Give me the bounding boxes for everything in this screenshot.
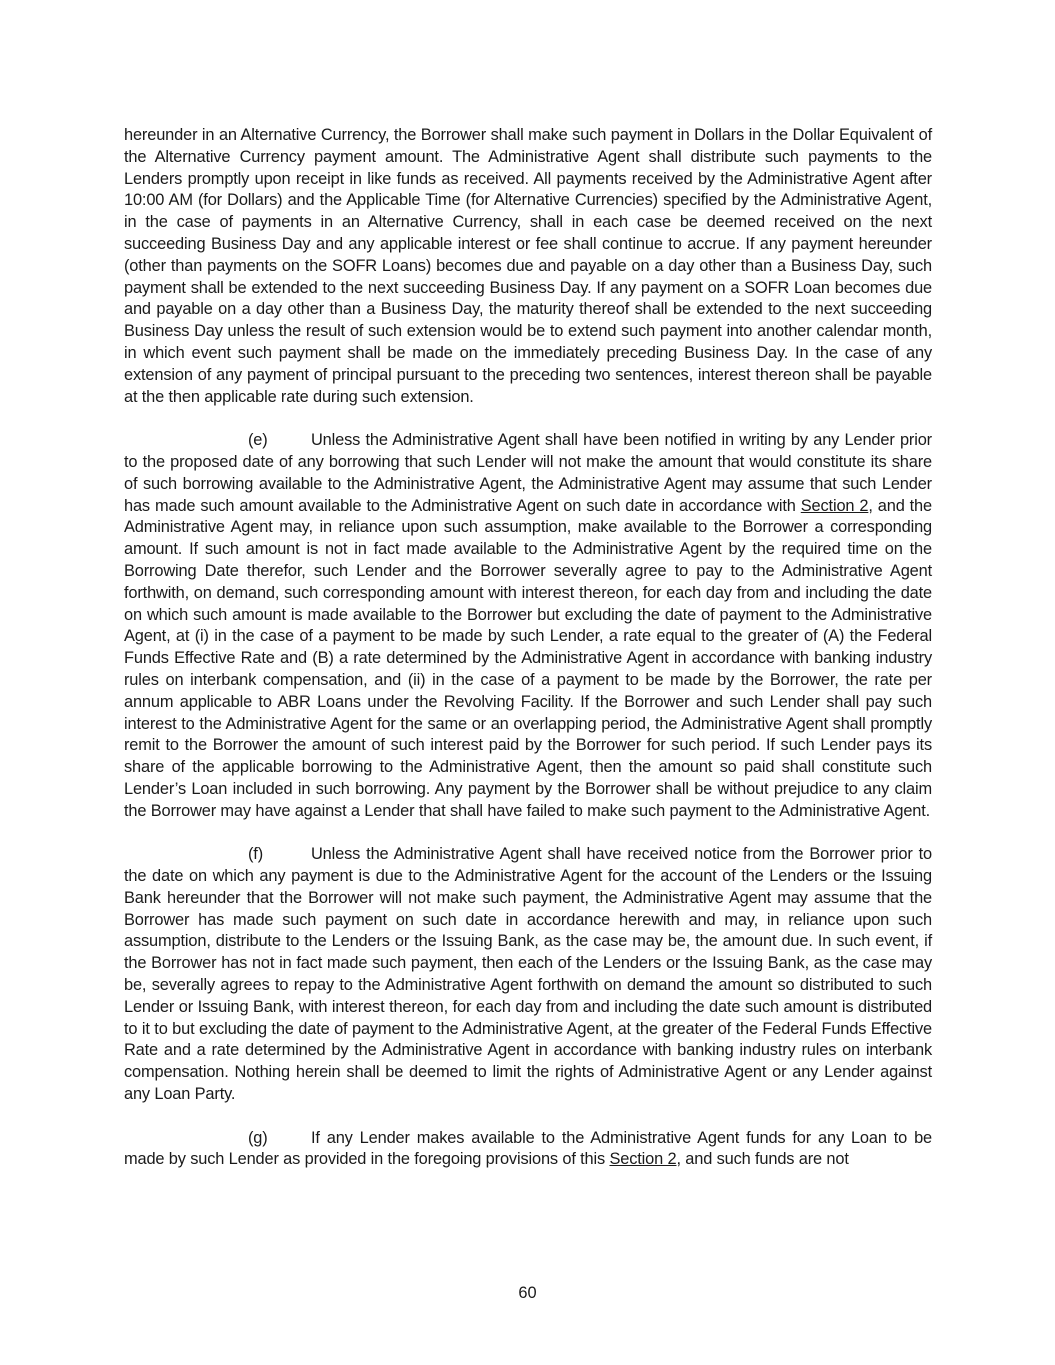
paragraph-label: (e) <box>248 431 268 450</box>
paragraph-f <box>124 844 932 1106</box>
paragraph-text: If any Lender makes available to the Administrative Agent funds for any Loan to be made by such Lender as provided in the foregoing provisions of this <box>124 1128 932 1169</box>
document-page <box>124 125 932 1171</box>
paragraph-text: Unless the Administrative Agent shall have been notified in writing by any Lender prior to the proposed date of any borrowing that such Lender will not make the amount that would constitute its share of such borrowing available to the Administrative Agent, the Administrative Agent may assume that such Lender has made such amount available to the Administrative Agent on such date in accordance with <box>124 431 932 515</box>
paragraph-text: , and such funds are not <box>676 1150 849 1169</box>
paragraph-continuation <box>124 125 932 408</box>
section-reference: Section 2 <box>800 496 869 515</box>
paragraph-g <box>124 1128 932 1172</box>
paragraph-label: (f) <box>248 845 264 864</box>
section-reference: Section 2 <box>609 1150 677 1169</box>
paragraph-text: , and the Administrative Agent may, in reliance upon such assumption, make available to the Borrower a corresponding amount. If such amount is not in fact made available to the Administrative Agent by the required time on the Borrowing Date therefor, such Lender and the Borrower severally agree to pay to the Administrative Agent forthwith, on demand, such corresponding amount with interest thereon, for each day from and including the date on which such amount is made available to the Borrower but excluding the date of payment to the Administrative Agent, at (i) in the case of a payment to be made by such Lender, a rate equal to the greater of (A) the Federal Funds Effective Rate and (B) a rate determined by the Administrative Agent in accordance with banking industry rules on interbank compensation, and (ii) in the case of a payment to be made by the Borrower, the rate per annum applicable to ABR Loans under the Revolving Facility. If the Borrower and such Lender shall pay such interest to the Administrative Agent for the same or an overlapping period, the Administrative Agent shall promptly remit to the Borrower the amount of such interest paid by the Borrower for such period. If such Lender pays its share of the applicable borrowing to the Administrative Agent, then the amount so paid shall constitute such Lender’s Loan included in such borrowing. Any payment by the Borrower shall be without prejudice to any claim the Borrower may have against a Lender that shall have failed to make such payment to the Administrative Agent. <box>124 496 932 820</box>
paragraph-text: Unless the Administrative Agent shall have received notice from the Borrower prior to the date on which any payment is due to the Administrative Agent for the account of the Lenders or the Issuing Bank hereunder that the Borrower will not make such payment, the Administrative Agent may assume that the Borrower has made such payment on such date in accordance herewith and may, in reliance upon such assumption, distribute to the Lenders or the Issuing Bank, as the case may be, the amount due. In such event, if the Borrower has not in fact made such payment, then each of the Lenders or the Issuing Bank, as the case may be, severally agrees to repay to the Administrative Agent forthwith on demand the amount so distributed to such Lender or Issuing Bank, with interest thereon, for each day from and including the date such amount is distributed to it to but excluding the date of payment to the Administrative Agent, at the greater of the Federal Funds Effective Rate and a rate determined by the Administrative Agent in accordance with banking industry rules on interbank compensation. Nothing herein shall be deemed to limit the rights of Administrative Agent or any Lender against any Loan Party. <box>124 845 932 1104</box>
paragraph-text: hereunder in an Alternative Currency, the Borrower shall make such payment in Dollars in the Dollar Equivalent of the Alternative Currency payment amount. The Administrative Agent shall distribute such payments to the Lenders promptly upon receipt in like funds as received. All payments received by the Administrative Agent after 10:00 AM (for Dollars) and the Applicable Time (for Alternative Currencies) specified by the Administrative Agent, in the case of payments in an Alternative Currency, shall in each case be deemed received on the next succeeding Business Day and any applicable interest or fee shall continue to accrue. If any payment hereunder (other than payments on the SOFR Loans) becomes due and payable on a day other than a Business Day, such payment shall be extended to the next succeeding Business Day. If any payment on a SOFR Loan becomes due and payable on a day other than a Business Day, the maturity thereof shall be extended to the next succeeding Business Day unless the result of such extension would be to extend such payment into another calendar month, in which event such payment shall be made on the immediately preceding Business Day. In the case of any extension of any payment of principal pursuant to the preceding two sentences, interest thereon shall be payable at the then applicable rate during such extension. <box>124 126 932 406</box>
paragraph-e <box>124 430 932 822</box>
page-number: 60 <box>518 1284 537 1302</box>
paragraph-label: (g) <box>248 1128 268 1147</box>
